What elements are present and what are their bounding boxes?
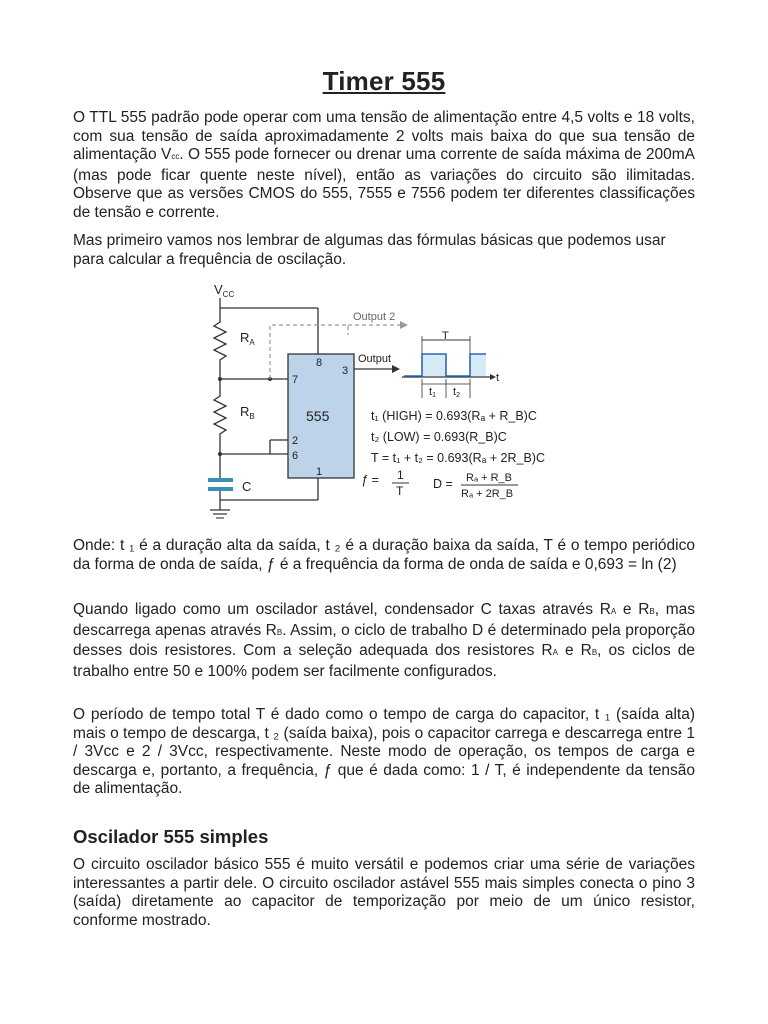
duty-denominator: Rₐ + 2R_B — [461, 488, 514, 500]
pin-2-label: 2 — [292, 435, 299, 447]
pin-1-label: 1 — [316, 466, 323, 478]
formula-frequency-label: ƒ = — [361, 473, 379, 487]
ra-label: $R_A$ — [240, 330, 255, 347]
paragraph-intro — [73, 109, 695, 223]
formula-t1-high: t₁ (HIGH) = 0.693(Rₐ + R_B)C — [371, 409, 537, 423]
formula-period: T = t₁ + t₂ = 0.693(Rₐ + 2R_B)C — [371, 451, 545, 465]
vcc-subscript: cc — [171, 152, 180, 162]
output2-label: Output 2 — [353, 311, 396, 323]
section-heading-simple-oscillator: Oscilador 555 simples — [73, 826, 269, 847]
resistor-rb — [214, 392, 226, 438]
paragraph-total-period: O período de tempo total T é dado como o tempo de carga do capacitor, t ₁ (saída alta) mais o tempo de descarga, t ₂ (saída baixa), pois o capacitor carrega e descarrega entre 1 / 3Vcc e 2 / 3Vcc, respectivamente. Neste modo de operação, os tempos de carga e descarga e, portanto, a frequência, ƒ que é dada como: 1 / T, é independente da tensão de alimentação. — [73, 706, 695, 798]
pin-6-label: 6 — [292, 450, 299, 462]
frequency-numerator: 1 — [397, 468, 404, 482]
output-label: Output — [358, 353, 392, 365]
page-title: Timer 555 — [322, 66, 446, 96]
paragraph-definitions: Onde: t ₁ é a duração alta da saída, t ₂ é a duração baixa da saída, T é o tempo periódico da forma de onda de saída, ƒ é a frequência da forma de onda de saída e 0,693 = ln (2) — [73, 537, 695, 573]
vcc-label: $V_{CC}$ — [214, 282, 235, 299]
timer-555-astable-circuit-diagram — [196, 278, 576, 524]
waveform-period-label: T — [442, 330, 449, 342]
pin-3-label: 3 — [342, 365, 349, 377]
chip-label: 555 — [306, 408, 330, 424]
formula-duty-label: D = — [433, 477, 453, 491]
duty-numerator: Rₐ + R_B — [466, 472, 512, 484]
waveform-t-label: t — [496, 372, 500, 384]
formula-t2-low: t₂ (LOW) = 0.693(R_B)C — [371, 430, 507, 444]
rb-label: $R_B$ — [240, 404, 255, 421]
waveform-t1-label: t1 — [429, 386, 436, 399]
paragraph-formulas-intro: Mas primeiro vamos nos lembrar de algumas das fórmulas básicas que podemos usar para calcular a frequência de oscilação. — [73, 232, 666, 268]
c-label: C — [242, 479, 252, 494]
paragraph-simple-oscillator: O circuito oscilador básico 555 é muito versátil e podemos criar uma série de variações interessantes a partir dele. O circuito oscilador astável 555 mais simples conecta o pino 3 (saída) diretamente ao capacitor de temporização por meio de um único resistor, conforme mostrado. — [73, 856, 695, 929]
intro-text-part2: . O 555 pode fornecer ou drenar uma corrente de saída máxima de 200mA (mas pode ficar quente neste nível), então as variações do circuito são ilimitadas. Observe que as versões CMOS do 555, 7555 e 7556 podem ter diferentes classificações de tensão e corrente. — [73, 146, 695, 221]
pin-8-label: 8 — [316, 357, 323, 369]
capacitor-c — [208, 478, 233, 482]
waveform-t2-label: t2 — [453, 386, 460, 399]
paragraph-astable-oscillator: Quando ligado como um oscilador astável, condensador C taxas através RA e RB, mas descarrega apenas através RB. Assim, o ciclo de trabalho D é determinado pela proporção desses dois resistores. Com a seleção adequada dos resistores RA e RB, os ciclos de trabalho entre 50 e 100% podem ser facilmente configurados. — [73, 601, 696, 680]
resistor-ra — [214, 318, 226, 364]
intro-text-part1: O TTL 555 padrão pode operar com uma tensão de alimentação entre 4,5 volts e 18 volts, com sua tensão de saída aproximadamente 2 volts mais baixa do que sua tensão de alimentação V — [73, 109, 695, 164]
pin-7-label: 7 — [292, 374, 299, 386]
frequency-denominator: T — [396, 484, 404, 498]
